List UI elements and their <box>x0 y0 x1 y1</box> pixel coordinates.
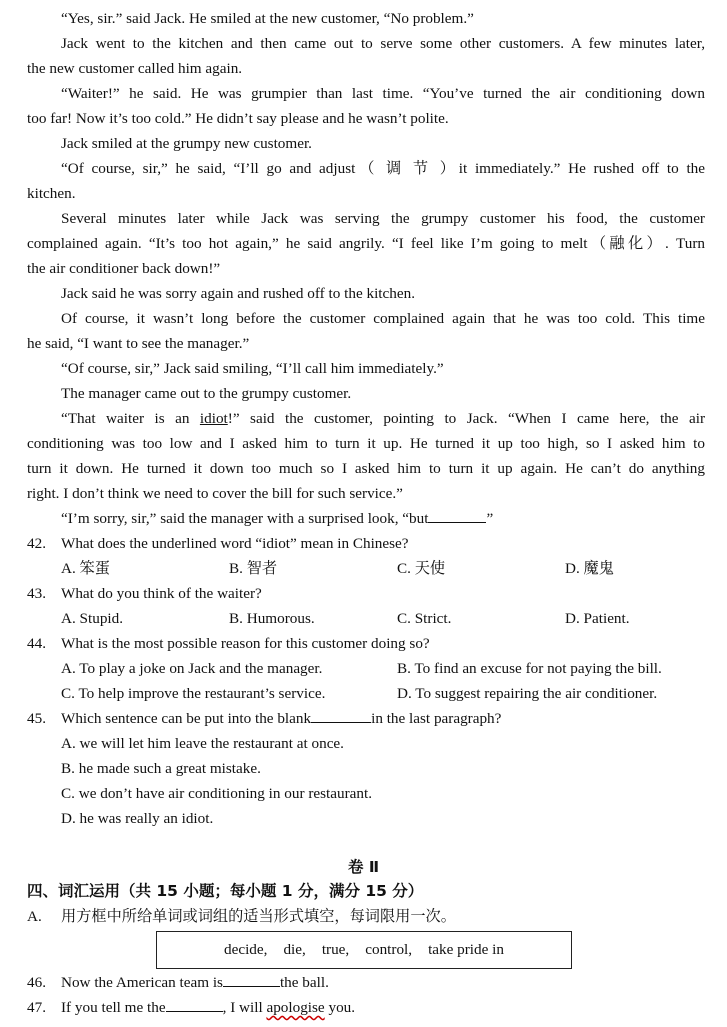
option-b: B. To find an excuse for not paying the bill. <box>397 660 662 677</box>
word-bank-item: control, <box>365 941 413 958</box>
text-segment: “That waiter is an <box>61 410 200 427</box>
question-number: 43. <box>27 585 46 602</box>
question-number: 44. <box>27 635 46 652</box>
question-43 <box>27 581 705 606</box>
question-stem: What does the underlined word “idiot” mean in Chinese? <box>61 535 409 552</box>
text-segment: !” said the customer, pointing to Jack. “When I came here, the air <box>227 410 706 427</box>
passage-line: Jack went to the kitchen and then came out to serve some other customers. A few minutes later, <box>61 35 705 52</box>
option-b: B. 智者 <box>229 560 278 577</box>
passage-line: turn it down. He turned it down too much so I asked him to turn it up again. He can’t do anything <box>27 460 705 477</box>
answer-blank <box>428 506 486 523</box>
underlined-word: idiot <box>199 410 228 427</box>
passage-line: Jack said he was sorry again and rushed off to the kitchen. <box>61 285 415 302</box>
passage-line <box>61 406 705 431</box>
question-44 <box>27 631 705 656</box>
question-stem: What is the most possible reason for this customer doing so? <box>61 635 430 652</box>
question-number: 42. <box>27 535 46 552</box>
passage-line: “Waiter!” he said. He was grumpier than last time. “You’ve turned the air conditioning down <box>61 85 705 102</box>
option-b: B. Humorous. <box>229 610 315 627</box>
text-segment: “I’m sorry, sir,” said the manager with a surprised look, “but <box>61 510 429 527</box>
passage-line: the air conditioner back down!” <box>27 260 221 277</box>
option-a: A. To play a joke on Jack and the manager. <box>61 660 323 677</box>
option-a: A. we will let him leave the restaurant at once. <box>61 735 344 752</box>
section-title: 卷 Ⅱ <box>347 858 380 876</box>
question-stem: If you tell me the <box>61 999 166 1016</box>
part-label: A. <box>27 908 42 925</box>
question-42 <box>27 531 705 556</box>
answer-blank <box>166 995 223 1012</box>
option-b: B. he made such a great mistake. <box>61 760 261 777</box>
option-d: D. Patient. <box>565 610 630 627</box>
passage-line: The manager came out to the grumpy customer. <box>61 385 352 402</box>
text-segment: ” <box>486 510 494 527</box>
option-c: C. we don’t have air conditioning in our restaurant. <box>61 785 372 802</box>
passage-line: too far! Now it’s too cold.” He didn’t say please and he wasn’t polite. <box>27 110 449 127</box>
passage-line: Of course, it wasn’t long before the customer complained again that he was too cold. This time <box>61 310 705 327</box>
question-stem: the ball. <box>279 974 329 991</box>
word-bank-item: take pride in <box>428 941 504 958</box>
option-c: C. 天使 <box>397 560 446 577</box>
word-bank-box <box>156 931 572 969</box>
question-46 <box>27 970 705 995</box>
passage-line: “Of course, sir,” he said, “I’ll go and adjust（ 调 节 ）it immediately.” He rushed off to the <box>61 160 705 177</box>
option-a: A. 笨蛋 <box>61 560 110 577</box>
passage-line: right. I don’t think we need to cover the bill for such service.” <box>27 485 403 502</box>
instruction-text: 用方框中所给单词或词组的适当形式填空，每词限用一次。 <box>61 908 456 925</box>
question-stem: Now the American team is <box>61 974 223 991</box>
passage-line: kitchen. <box>27 185 76 202</box>
question-number: 47. <box>27 999 46 1016</box>
option-c: C. To help improve the restaurant’s service. <box>61 685 326 702</box>
question-47 <box>27 995 705 1020</box>
spellcheck-word: apologise <box>266 999 325 1016</box>
passage-line <box>61 506 705 531</box>
option-a: A. Stupid. <box>61 610 124 627</box>
option-d: D. he was really an idiot. <box>61 810 214 827</box>
option-d: D. 魔鬼 <box>565 560 614 577</box>
word-bank-item: decide, <box>224 941 268 958</box>
answer-blank <box>223 970 280 987</box>
question-number: 46. <box>27 974 46 991</box>
passage-line: Jack smiled at the grumpy new customer. <box>61 135 312 152</box>
question-stem: Which sentence can be put into the blank <box>61 710 312 727</box>
option-c: C. Strict. <box>397 610 452 627</box>
passage-line: conditioning was too low and I asked him to turn it up. He turned it up too high, so I asked him to <box>27 435 705 452</box>
answer-blank <box>311 706 371 723</box>
question-45 <box>27 706 705 731</box>
section-heading: 四、词汇运用（共 15 小题；每小题 1 分，满分 15 分） <box>27 882 424 900</box>
word-bank-item: die, <box>283 941 306 958</box>
word-bank-item: true, <box>321 941 350 958</box>
passage-line: Several minutes later while Jack was serving the grumpy customer his food, the customer <box>61 210 705 227</box>
question-stem: you. <box>324 999 356 1016</box>
passage-line: complained again. “It’s too hot again,” he said angrily. “I feel like I’m going to melt（融化）. Turn <box>27 235 705 252</box>
passage-line: “Yes, sir.” said Jack. He smiled at the new customer, “No problem.” <box>61 10 474 27</box>
question-number: 45. <box>27 710 46 727</box>
option-d: D. To suggest repairing the air conditioner. <box>397 685 658 702</box>
question-stem: What do you think of the waiter? <box>61 585 262 602</box>
question-stem: in the last paragraph? <box>371 710 502 727</box>
passage-line: “Of course, sir,” Jack said smiling, “I’ll call him immediately.” <box>61 360 444 377</box>
part-a-instruction <box>27 904 705 929</box>
passage-line: the new customer called him again. <box>27 60 243 77</box>
question-stem: , I will <box>222 999 267 1016</box>
passage-line: he said, “I want to see the manager.” <box>27 335 250 352</box>
